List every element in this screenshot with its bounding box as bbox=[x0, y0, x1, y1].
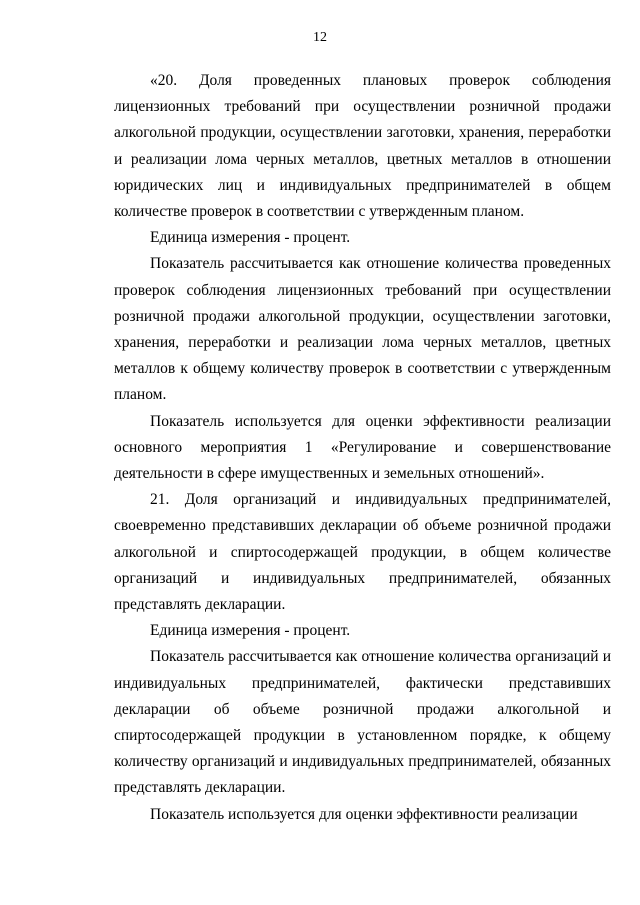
paragraph-indicator-20: «20. Доля проведенных плановых проверок соблюдения лицензионных требований при осуществлении розничной продажи алкогольной продукции, осуществлении заготовки, хранения, переработки и реализации лома черных металлов, цветных металлов в отношении юридических лиц и индивидуальных предпринимателей в общем количестве проверок в соответствии с утвержденным планом. bbox=[114, 72, 611, 221]
page-number: 12 bbox=[313, 30, 327, 45]
paragraph-calculation-method: Показатель рассчитывается как отношение количества организаций и индивидуальных предпринимателей, фактически представивших декларации об объеме розничной продажи алкогольной и спиртосодержащей продукции в установленном порядке, к общему количеству организаций и индивидуальных предпринимателей, обязанных представлять декларации. bbox=[114, 648, 611, 797]
paragraph-usage: Показатель используется для оценки эффективности реализации основного мероприятия 1 «Регулирование и совершенствование деятельности в сфере имущественных и земельных отношений». bbox=[114, 412, 611, 483]
paragraph-unit-of-measure: Единица измерения - процент. bbox=[150, 229, 351, 247]
paragraph-calculation-method: Показатель рассчитывается как отношение количества проведенных проверок соблюдения лицензионных требований при осуществлении розничной продажи алкогольной продукции, осуществлении заготовки, хранения, переработки и реализации лома черных металлов, цветных металлов к общему количеству проверок в соответствии с утвержденным планом. bbox=[114, 255, 611, 404]
paragraph-indicator-21: 21. Доля организаций и индивидуальных предпринимателей, своевременно представивших декларации об объеме розничной продажи алкогольной и спиртосодержащей продукции, в общем количестве организаций и индивидуальных предпринимателей, обязанных представлять декларации. bbox=[114, 491, 611, 614]
paragraph-usage: Показатель используется для оценки эффективности реализации bbox=[150, 805, 578, 823]
paragraph-unit-of-measure: Единица измерения - процент. bbox=[150, 622, 351, 640]
document-body bbox=[114, 68, 611, 828]
